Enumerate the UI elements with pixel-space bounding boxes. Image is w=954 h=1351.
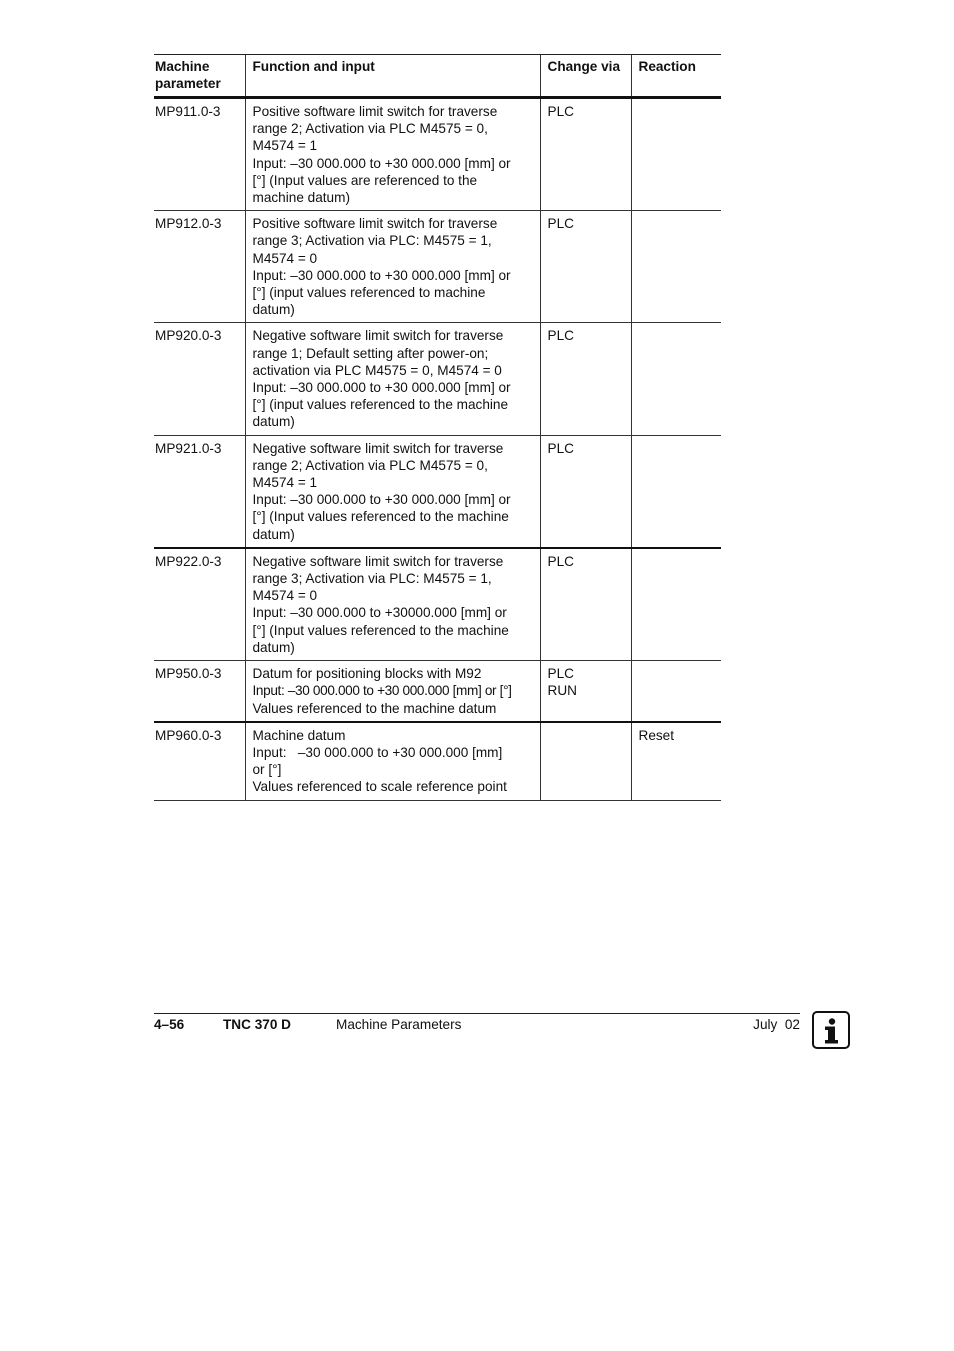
table-row (154, 722, 721, 800)
table-row (154, 211, 721, 323)
parameter-cell: MP950.0-3 (154, 661, 245, 722)
change-via-cell: PLC RUN (540, 661, 631, 722)
change-via-cell: PLC (540, 435, 631, 548)
change-via-cell (540, 722, 631, 800)
parameter-cell: MP920.0-3 (154, 323, 245, 435)
section-title: Machine Parameters (336, 1017, 462, 1032)
table-row (154, 435, 721, 548)
change-via-cell: PLC (540, 98, 631, 211)
change-via-cell: PLC (540, 211, 631, 323)
info-icon (812, 1011, 850, 1049)
table-row (154, 98, 721, 211)
parameter-cell: MP912.0-3 (154, 211, 245, 323)
reaction-cell (631, 323, 721, 435)
reaction-cell (631, 435, 721, 548)
parameter-cell: MP921.0-3 (154, 435, 245, 548)
page-number: 4–56 (154, 1017, 185, 1032)
function-cell: Negative software limit switch for traverse range 3; Activation via PLC: M4575 = 1, M4574 = 0 Input: –30 000.000 to +30000.000 [mm] or [°] (Input values referenced to the machine datum) (245, 548, 540, 661)
function-cell: Positive software limit switch for traverse range 3; Activation via PLC: M4575 = 1, M4574 = 0 Input: –30 000.000 to +30 000.000 [mm] or [°] (input values referenced to machine datum) (245, 211, 540, 323)
function-cell: Negative software limit switch for traverse range 2; Activation via PLC M4575 = 0, M4574 = 1 Input: –30 000.000 to +30 000.000 [mm] or [°] (Input values referenced to the machine datum) (245, 435, 540, 548)
reaction-cell (631, 661, 721, 722)
header-reaction: Reaction (631, 55, 721, 98)
change-via-cell: PLC (540, 548, 631, 661)
header-change-via: Change via (540, 55, 631, 98)
table-row (154, 661, 721, 722)
machine-parameter-table (154, 54, 721, 801)
header-function-and-input: Function and input (245, 55, 540, 98)
parameter-cell: MP922.0-3 (154, 548, 245, 661)
reaction-cell (631, 211, 721, 323)
change-via-cell: PLC (540, 323, 631, 435)
reaction-cell (631, 548, 721, 661)
table-row (154, 548, 721, 661)
function-cell: Positive software limit switch for traverse range 2; Activation via PLC M4575 = 0, M4574 = 1 Input: –30 000.000 to +30 000.000 [mm] or [°] (Input values are referenced to the machine datum) (245, 98, 540, 211)
table-header-row (154, 55, 721, 98)
header-machine-parameter: Machine parameter (154, 55, 245, 98)
table-row (154, 323, 721, 435)
parameter-cell: MP960.0-3 (154, 722, 245, 800)
function-cell: Datum for positioning blocks with M92 Input: –30 000.000 to +30 000.000 [mm] or [°] Values referenced to the machine datum (245, 661, 540, 722)
parameter-cell: MP911.0-3 (154, 98, 245, 211)
page-footer (154, 1013, 800, 1044)
info-glyph (814, 1013, 848, 1047)
edition-date: July 02 (753, 1017, 800, 1032)
control-model: TNC 370 D (223, 1017, 291, 1032)
function-cell: Machine datum Input: –30 000.000 to +30 000.000 [mm] or [°] Values referenced to scale reference point (245, 722, 540, 800)
function-cell: Negative software limit switch for traverse range 1; Default setting after power-on; activation via PLC M4575 = 0, M4574 = 0 Input: –30 000.000 to +30 000.000 [mm] or [°] (input values referenced to the machine datum) (245, 323, 540, 435)
reaction-cell (631, 98, 721, 211)
reaction-cell: Reset (631, 722, 721, 800)
